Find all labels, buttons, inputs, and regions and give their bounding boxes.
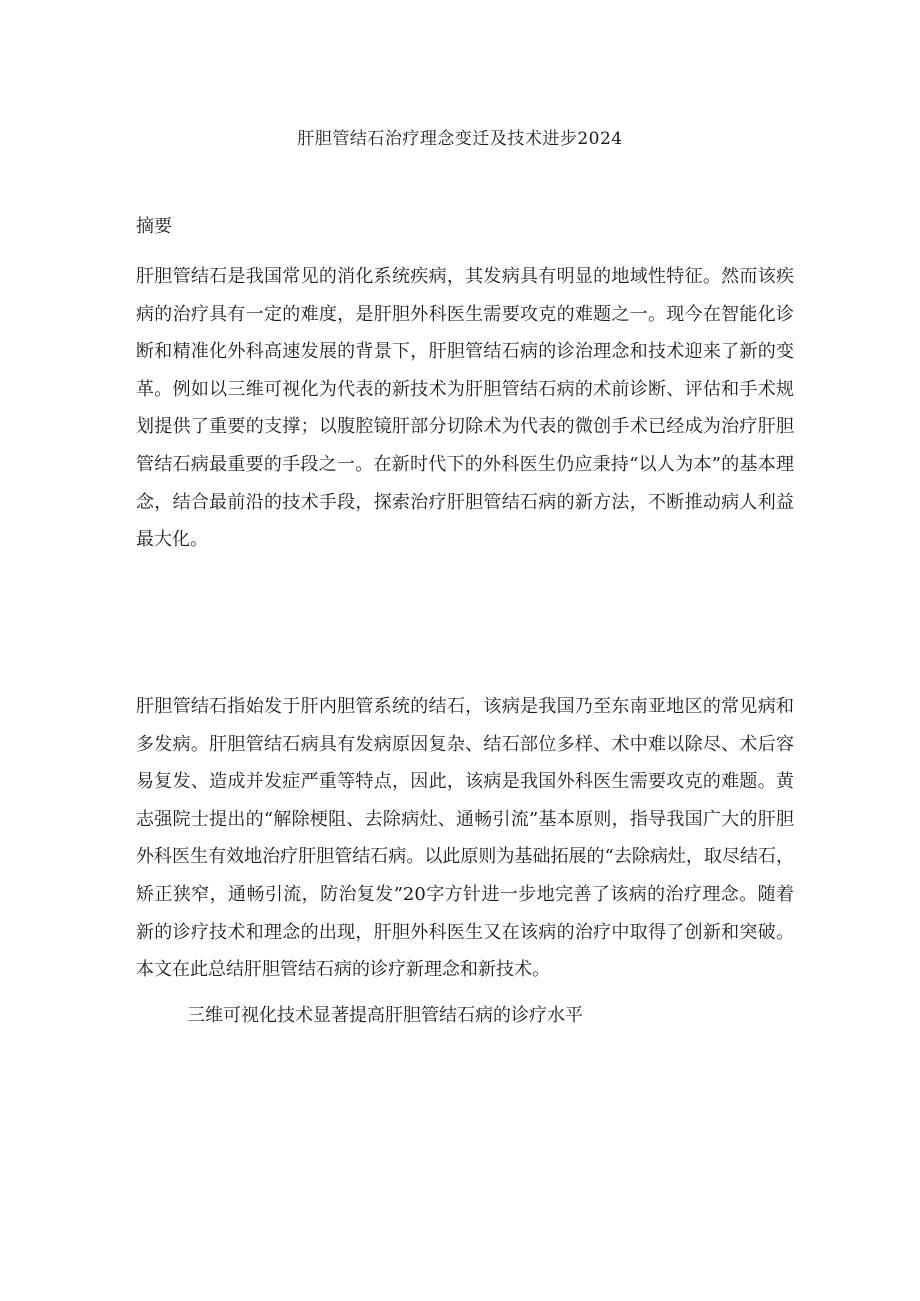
intro-paragraph: 肝胆管结石指始发于肝内胆管系统的结石，该病是我国乃至东南亚地区的常见病和多发病。肝胆管结石病具有发病原因复杂、结石部位多样、术中难以除尽、术后容易复发、造成并发症严重等特点，因此，该病是我国外科医生需要攻克的难题。黄志强院士提出的“解除梗阻、去除病灶、通畅引流”基本原则，指导我国广大的肝胆外科医生有效地治疗肝胆管结石病。以此原则为基础拓展的“去除病灶，取尽结石，矫正狭窄，通畅引流，防治复发”20字方针进一步地完善了该病的治疗理念。随着新的诊疗技术和理念的出现，肝胆外科医生又在该病的治疗中取得了创新和突破。本文在此总结肝胆管结石病的诊疗新理念和新技术。 [136, 696, 794, 981]
document-title: 肝胆管结石治疗理念变迁及技术进步2024 [297, 129, 623, 149]
abstract-paragraph: 肝胆管结石是我国常见的消化系统疾病，其发病具有明显的地域性特征。然而该疾病的治疗具有一定的难度，是肝胆外科医生需要攻克的难题之一。现今在智能化诊断和精准化外科高速发展的背景下，肝胆管结石病的诊治理念和技术迎来了新的变革。例如以三维可视化为代表的新技术为肝胆管结石病的术前诊断、评估和手术规划提供了重要的支撑；以腹腔镜肝部分切除术为代表的微创手术已经成为治疗肝胆管结石病最重要的手段之一。在新时代下的外科医生仍应秉持“以人为本”的基本理念，结合最前沿的技术手段，探索治疗肝胆管结石病的新方法，不断推动病人利益最大化。 [136, 266, 794, 551]
abstract-label: 摘要 [136, 216, 172, 237]
section-heading: 三维可视化技术显著提高肝胆管结石病的诊疗水平 [187, 1005, 583, 1026]
